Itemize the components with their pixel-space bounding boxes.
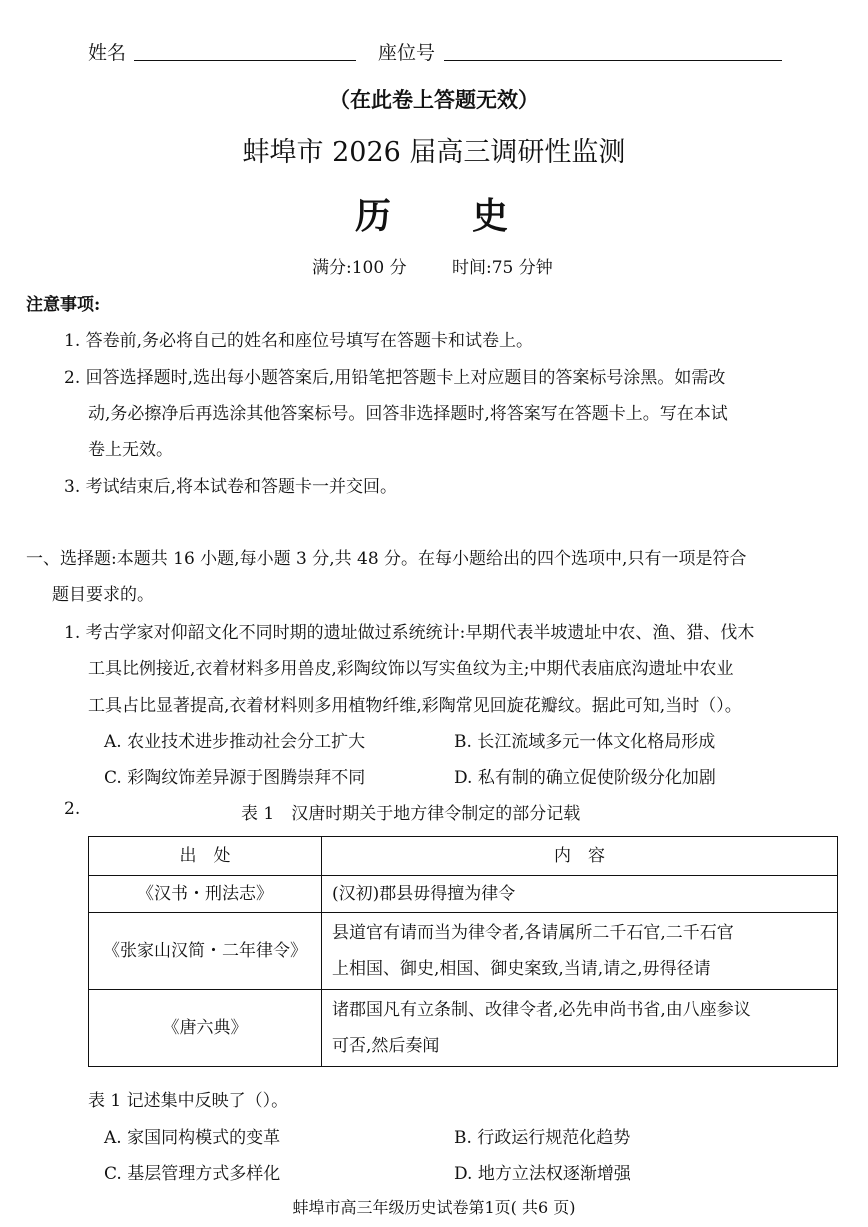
- q1-stem-line-2: 工具比例接近,衣着材料多用兽皮,彩陶纹饰以写实鱼纹为主;中期代表庙底沟遗址中农业: [88, 659, 734, 679]
- q2-option-d[interactable]: D. 地方立法权逐渐增强: [454, 1164, 631, 1184]
- q1-option-c[interactable]: C. 彩陶纹饰差异源于图腾崇拜不同: [104, 768, 366, 788]
- header-source: 出 处: [89, 837, 322, 876]
- name-label: 姓名: [88, 42, 127, 64]
- row-content: [322, 913, 838, 990]
- row-content-line: 县道官有请而当为律令者,各请属所二千石官,二千石官: [332, 923, 734, 943]
- exam-title: 蚌埠市 2026 届高三调研性监测: [242, 137, 626, 168]
- instructions-title: 注意事项:: [26, 295, 101, 315]
- table-row: [89, 876, 838, 913]
- row-content: [322, 876, 838, 913]
- invalid-notice: （在此卷上答题无效）: [329, 87, 539, 112]
- q2-option-c[interactable]: C. 基层管理方式多样化: [104, 1164, 281, 1184]
- q1-stem-line-1: 1. 考古学家对仰韶文化不同时期的遗址做过系统统计:早期代表半坡遗址中农、渔、猎、伐木: [64, 623, 755, 643]
- q2-option-b[interactable]: B. 行政运行规范化趋势: [454, 1128, 631, 1148]
- instruction-2-line-1: 2. 回答选择题时,选出每小题答案后,用铅笔把答题卡上对应题目的答案标号涂黑。如需改: [64, 368, 726, 388]
- law-table: [88, 836, 838, 1067]
- row-source: 《唐六典》: [89, 990, 322, 1067]
- row-content-line: 诸郡国凡有立条制、改律令者,必先申尚书省,由八座参议: [332, 1000, 751, 1020]
- seat-label: 座位号: [378, 42, 436, 64]
- q1-option-a[interactable]: A. 农业技术进步推动社会分工扩大: [104, 732, 366, 752]
- q1-option-b[interactable]: B. 长江流域多元一体文化格局形成: [454, 732, 716, 752]
- seat-blank[interactable]: [444, 60, 782, 61]
- score-info: 满分:100 分: [312, 258, 407, 278]
- section-heading-line-2: 题目要求的。: [52, 585, 154, 605]
- q2-stem: 表 1 记述集中反映了（）。: [88, 1091, 289, 1111]
- row-source: 《张家山汉简・二年律令》: [89, 913, 322, 990]
- subject-char-2: 史: [472, 195, 509, 237]
- row-content: [322, 990, 838, 1067]
- q2-option-a[interactable]: A. 家国同构模式的变革: [104, 1128, 281, 1148]
- table-header-row: [89, 837, 838, 876]
- q1-stem-line-3: 工具占比显著提高,衣着材料则多用植物纤维,彩陶常见回旋花瓣纹。据此可知,当时（）。: [88, 696, 742, 716]
- time-info: 时间:75 分钟: [452, 258, 553, 278]
- instruction-2-line-3: 卷上无效。: [88, 440, 173, 460]
- row-content-line: 可否,然后奏闻: [332, 1036, 440, 1056]
- instruction-1: 1. 答卷前,务必将自己的姓名和座位号填写在答题卡和试卷上。: [64, 331, 534, 351]
- row-source: 《汉书・刑法志》: [89, 876, 322, 913]
- header-content: 内 容: [322, 837, 838, 876]
- name-blank[interactable]: [134, 60, 356, 61]
- instruction-2-line-2: 动,务必擦净后再选涂其他答案标号。回答非选择题时,将答案写在答题卡上。写在本试: [88, 404, 728, 424]
- instruction-3: 3. 考试结束后,将本试卷和答题卡一并交回。: [64, 477, 398, 497]
- table-row: [89, 913, 838, 990]
- q1-option-d[interactable]: D. 私有制的确立促使阶级分化加剧: [454, 768, 716, 788]
- row-content-line: (汉初)郡县毋得擅为律令: [332, 884, 516, 904]
- subject-char-1: 历: [355, 195, 392, 237]
- section-heading-line-1: 一、选择题:本题共 16 小题,每小题 3 分,共 48 分。在每小题给出的四个选项中,只有一项是符合: [26, 549, 747, 569]
- table-row: [89, 990, 838, 1067]
- q2-number: 2.: [64, 799, 81, 819]
- row-content-line: 上相国、御史,相国、御史案致,当请,请之,毋得径请: [332, 959, 711, 979]
- table-caption: 表 1 汉唐时期关于地方律令制定的部分记载: [241, 804, 581, 824]
- page-footer: 蚌埠市高三年级历史试卷第1页( 共6 页): [292, 1198, 576, 1217]
